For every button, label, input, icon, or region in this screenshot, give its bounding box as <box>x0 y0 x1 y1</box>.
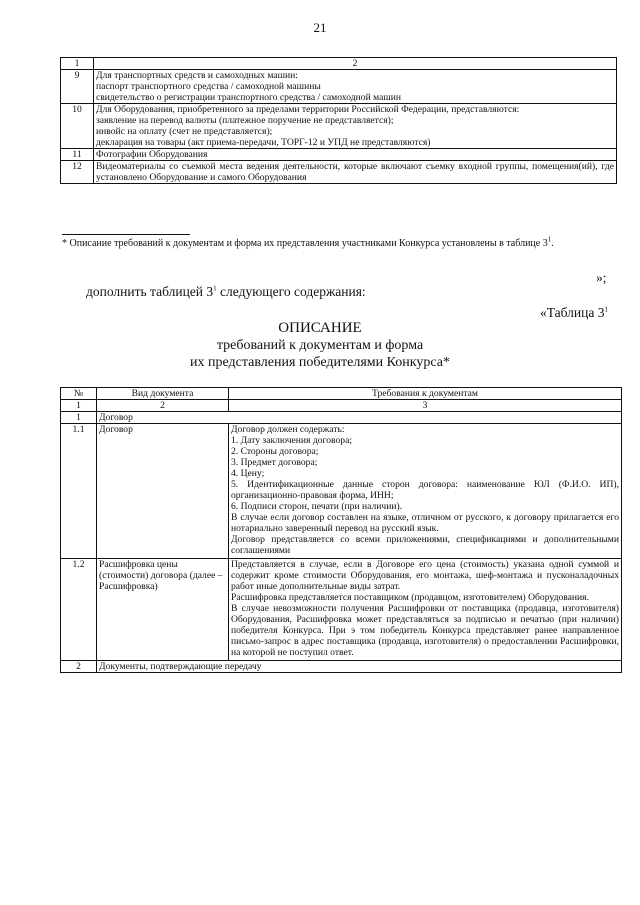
row-content: Для Оборудования, приобретенного за пределами территории Российской Федерации, представляются: заявление на перевод валюты (платежное поручение не представляется); инвойс на оплату (счет не представляется); декларация на товары (акт приема-передачи, ТОРГ-12 и УПД не представляются) <box>94 104 617 149</box>
header-cell: 2 <box>94 58 617 70</box>
page-number: 21 <box>313 20 327 35</box>
table-row <box>61 149 617 161</box>
row-number: 9 <box>61 70 94 104</box>
document-type: Договор <box>97 424 229 559</box>
title-line: требований к документам и форма <box>216 338 424 353</box>
row-content: Фотографии Оборудования <box>94 149 617 161</box>
title-line: их представления победителями Конкурса* <box>190 355 450 370</box>
document-type: Расшифровка цены (стоимости) договора (далее – Расшифровка) <box>97 559 229 661</box>
footnote: * Описание требований к документам и форма их представления участниками Конкурса установлены в таблице $3^1$. <box>62 235 554 249</box>
title-line: ОПИСАНИЕ <box>278 320 362 336</box>
header-cell: Вид документа <box>97 388 229 400</box>
table-continuation <box>60 57 617 184</box>
header-cell: 1 <box>61 58 94 70</box>
row-number: 1.2 <box>61 559 97 661</box>
closing-quote: »; <box>596 270 607 285</box>
row-content: Видеоматериалы со съемкой места ведения деятельности, которые включают съемку входной группы, помещения(ий), где установлено Оборудование и самого Оборудования <box>94 161 617 184</box>
section-number: 2 <box>61 661 97 673</box>
column-number-row <box>61 400 622 412</box>
table-row <box>61 559 622 661</box>
table-row <box>61 424 622 559</box>
row-number: 10 <box>61 104 94 149</box>
requirements: Представляется в случае, если в Договоре его цена (стоимость) указана одной суммой и содержит кроме стоимости Оборудования, его монтажа, шеф-монтажа и пусконаладочных работ иные дополнительные виды затрат. Расшифровка представляется поставщиком (продавцом, изготовителем) Оборудования. В случае невозможности получения Расшифровки от поставщика (продавца, изготовителя) Оборудования, Расшифровка может представляться за подписью и печатью (при наличии) победителя Конкурса. При э том победитель Конкурса представляет ранее направленное письмо-запрос в адрес поставщика (продавца, изготовителя) о предоставлении Расшифровки, на которой не поступил ответ. <box>229 559 622 661</box>
table-header-row <box>61 58 617 70</box>
requirements-table <box>60 387 622 673</box>
section-label: Договор <box>97 412 622 424</box>
section-number: 1 <box>61 412 97 424</box>
row-content: Для транспортных средств и самоходных машин: паспорт транспортного средства / самоходной машины свидетельство о регистрации транспортного средства / самоходной машин <box>94 70 617 104</box>
column-number: 1 <box>61 400 97 412</box>
column-number: 3 <box>229 400 622 412</box>
row-number: 12 <box>61 161 94 184</box>
table-row <box>61 161 617 184</box>
column-number: 2 <box>97 400 229 412</box>
header-cell: № <box>61 388 97 400</box>
row-number: 11 <box>61 149 94 161</box>
section-row <box>61 412 622 424</box>
requirements: Договор должен содержать: 1. Дату заключения договора; 2. Стороны договора; 3. Предмет договора; 4. Цену; 5. Идентификационные данные сторон договора: наименование ЮЛ (Ф.И.О. ИП), организационно-правовая форма, ИНН; 6. Подписи сторон, печати (при наличии). В случае если договор составлен на языке, отличном от русского, к договору прилагается его нотариально заверенный перевод на русский язык. Договор представляется со всеми приложениями, спецификациями и дополнительными соглашениями <box>229 424 622 559</box>
section-row <box>61 661 622 673</box>
table-row <box>61 70 617 104</box>
section-label: Документы, подтверждающие передачу <box>97 661 622 673</box>
table-label: «Таблица $3^1$ <box>540 305 608 320</box>
header-cell: Требования к документам <box>229 388 622 400</box>
footnote-divider <box>62 234 190 235</box>
table-row <box>61 104 617 149</box>
supplement-text: дополнить таблицей $3^1$ следующего содержания: <box>86 284 366 299</box>
document-title <box>0 320 640 371</box>
row-number: 1.1 <box>61 424 97 559</box>
table-header-row <box>61 388 622 400</box>
